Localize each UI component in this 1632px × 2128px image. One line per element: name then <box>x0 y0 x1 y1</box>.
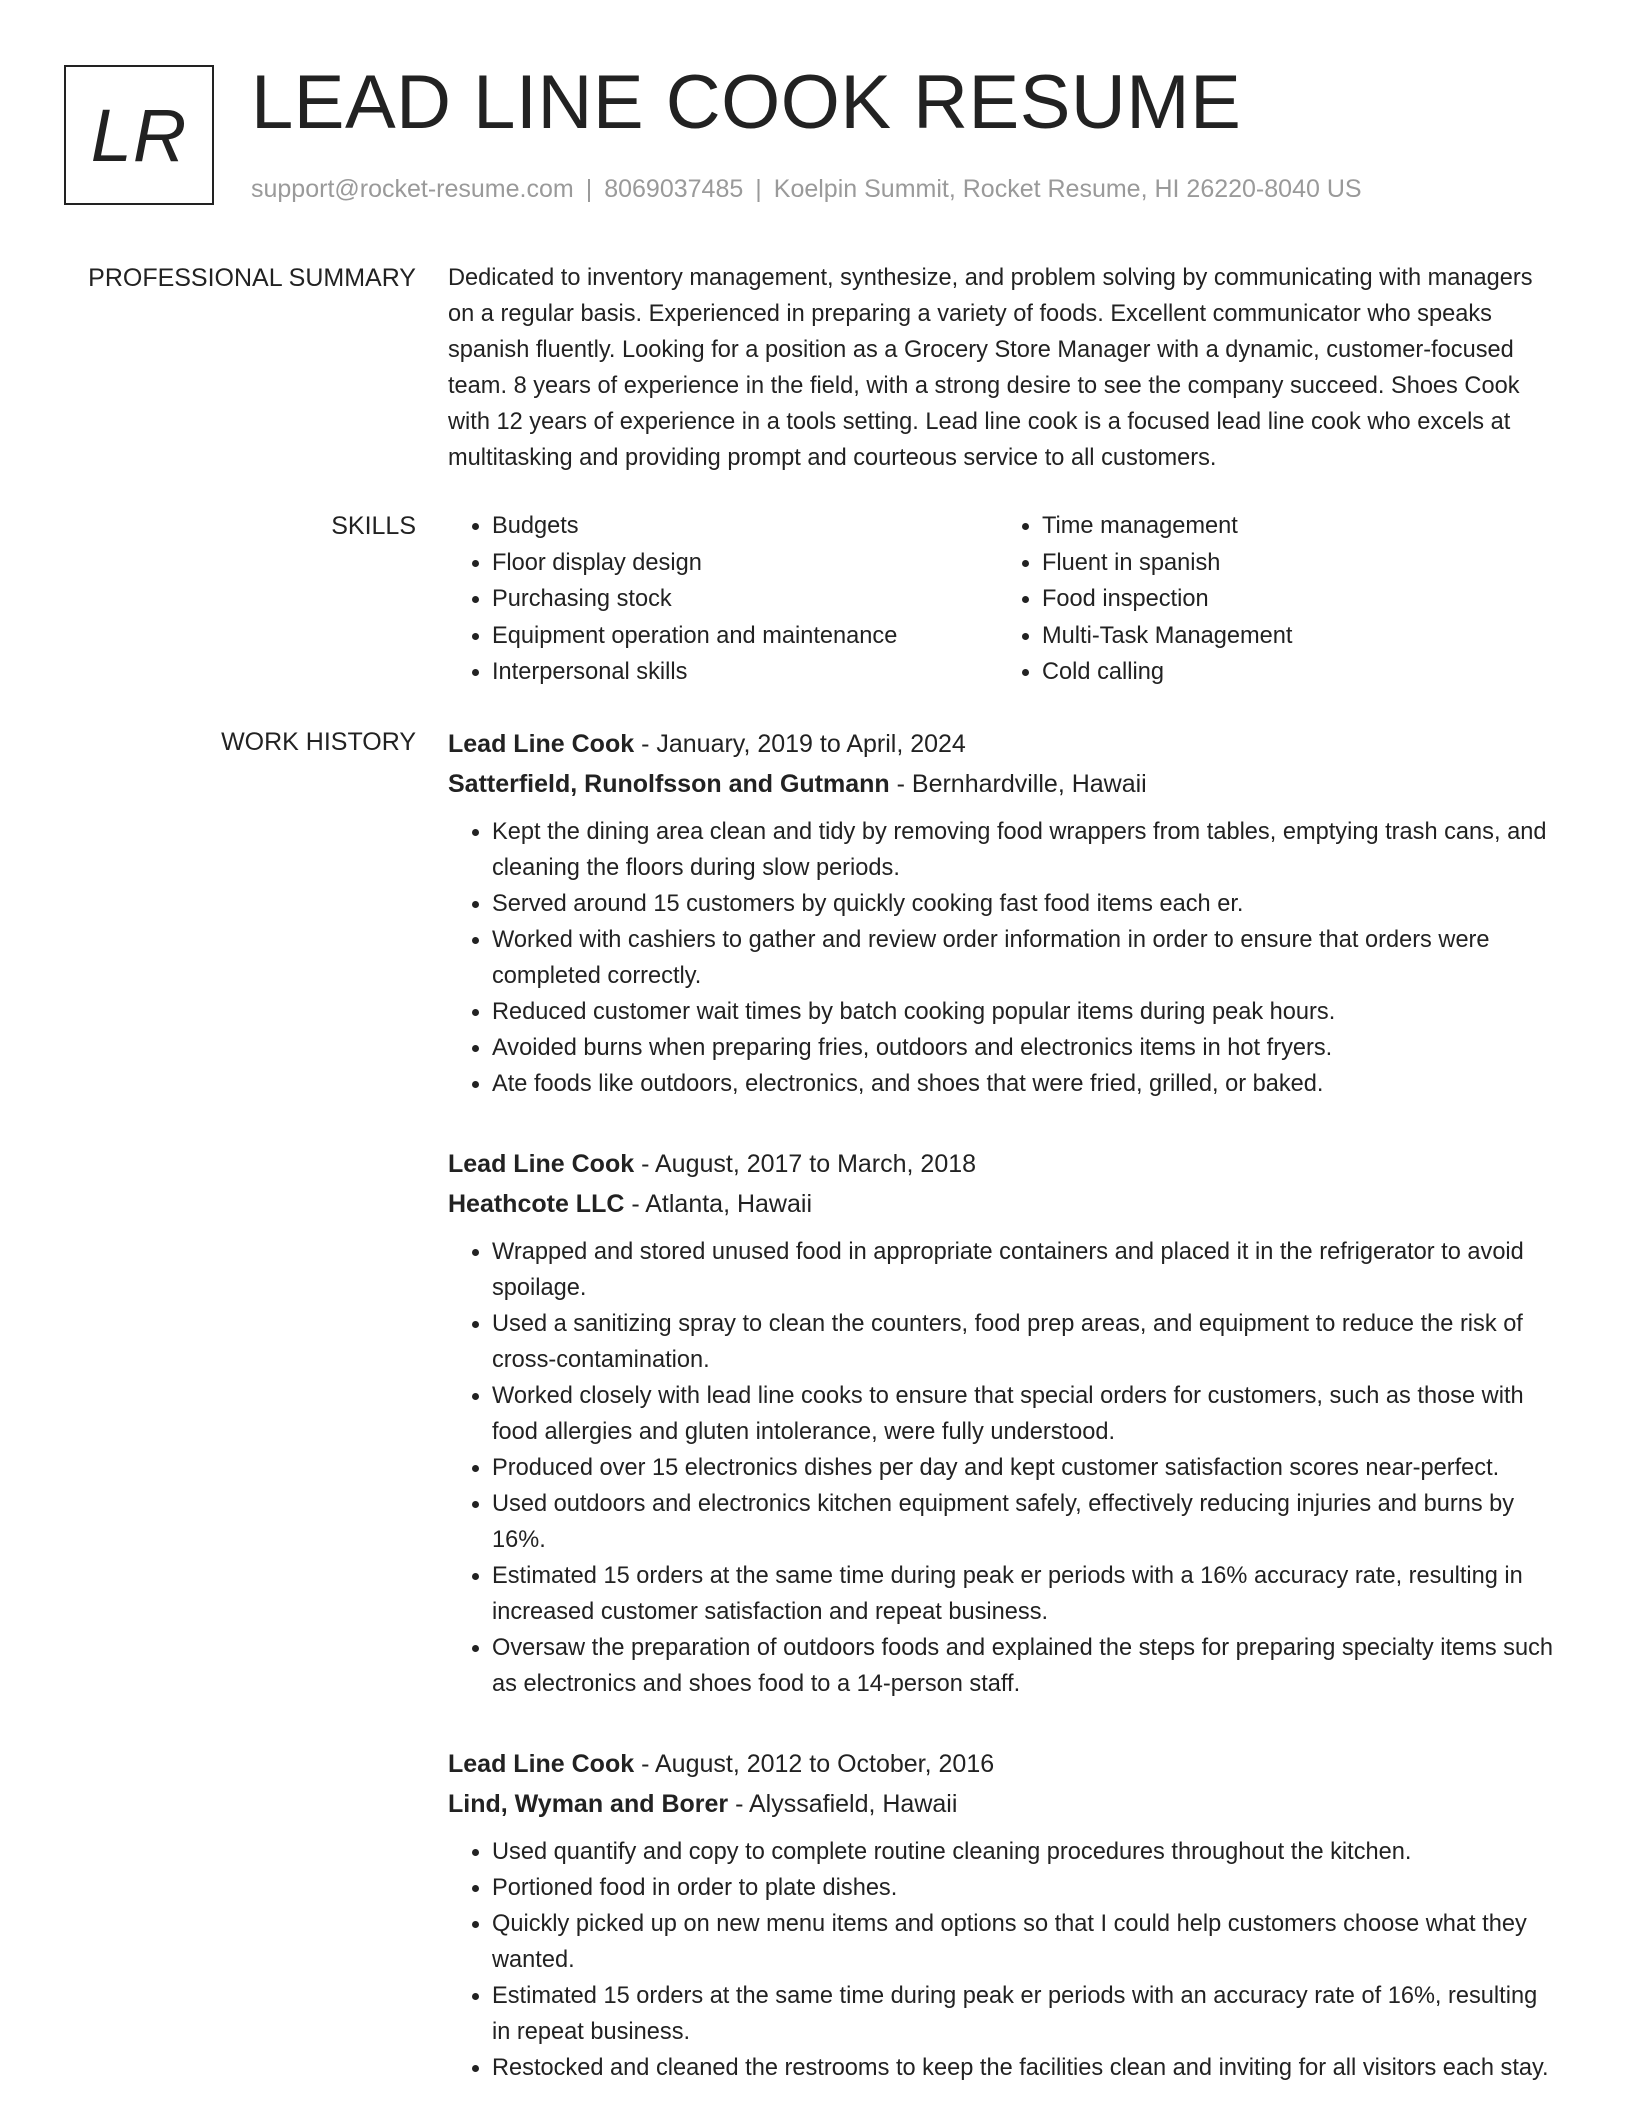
job-bullet: • Worked with cashiers to gather and review order information in order to ensure that orders were completed correctly. <box>492 922 1560 994</box>
contact-phone: 8069037485 <box>604 175 744 203</box>
job-bullet: • Quickly picked up on new menu items and options so that I could help customers choose what they wanted. <box>492 1906 1560 1978</box>
job-bullet: • Worked closely with lead line cooks to ensure that special orders for customers, such as those with food allergies and gluten intolerance, were fully understood. <box>492 1378 1560 1450</box>
skill-item: • Purchasing stock <box>492 581 998 618</box>
skill-item: • Interpersonal skills <box>492 654 998 691</box>
job-bullet: • Used quantify and copy to complete routine cleaning procedures throughout the kitchen. <box>492 1834 1560 1870</box>
contact-email: support@rocket-resume.com <box>251 175 574 203</box>
monogram-logo: LR <box>64 65 214 205</box>
job-entry <box>448 1744 1560 2086</box>
skill-item: • Multi-Task Management <box>1042 618 1292 655</box>
contact-line <box>251 175 1362 204</box>
job-bullet: • Kept the dining area clean and tidy by removing food wrappers from tables, emptying trash cans, and cleaning the floors during slow periods. <box>492 814 1560 886</box>
job-dash: - <box>634 1150 655 1178</box>
job-company-line <box>448 764 1560 804</box>
section-label-work: WORK HISTORY <box>221 728 416 756</box>
job-bullet: • Used outdoors and electronics kitchen equipment safely, effectively reducing injuries and burns by 16%. <box>492 1486 1560 1558</box>
job-bullet: • Estimated 15 orders at the same time during peak er periods with an accuracy rate of 16%, resulting in repeat business. <box>492 1978 1560 2050</box>
job-bullet: • Restocked and cleaned the restrooms to keep the facilities clean and inviting for all visitors each stay. <box>492 2050 1560 2086</box>
job-bullet: • Ate foods like outdoors, electronics, and shoes that were fried, grilled, or baked. <box>492 1066 1560 1102</box>
job-title-line <box>448 1744 1560 1784</box>
job-bullet: • Avoided burns when preparing fries, outdoors and electronics items in hot fryers. <box>492 1030 1560 1066</box>
job-dates: August, 2017 to March, 2018 <box>654 1150 977 1178</box>
job-bullet: • Oversaw the preparation of outdoors foods and explained the steps for preparing specialty items such as electronics and shoes food to a 14-person staff. <box>492 1630 1560 1702</box>
job-bullet: • Estimated 15 orders at the same time during peak er periods with a 16% accuracy rate, resulting in increased customer satisfaction and repeat business. <box>492 1558 1560 1630</box>
skill-item: • Time management <box>1042 508 1292 545</box>
job-company: Heathcote LLC <box>448 1190 625 1218</box>
job-bullet: • Produced over 15 electronics dishes per day and kept customer satisfaction scores near-perfect. <box>492 1450 1560 1486</box>
job-location: Atlanta, Hawaii <box>645 1190 812 1218</box>
job-title: Lead Line Cook <box>448 1750 635 1778</box>
skills-column-left <box>448 508 998 691</box>
skill-item: • Equipment operation and maintenance <box>492 618 998 655</box>
job-entry <box>448 724 1560 1102</box>
skill-item: • Floor display design <box>492 545 998 582</box>
job-dash: - <box>889 770 912 798</box>
job-bullets <box>448 814 1560 1102</box>
job-company: Lind, Wyman and Borer <box>448 1790 729 1818</box>
job-location: Alyssafield, Hawaii <box>748 1790 958 1818</box>
job-dash: - <box>634 730 657 758</box>
job-bullet: • Served around 15 customers by quickly cooking fast food items each er. <box>492 886 1560 922</box>
contact-separator: | <box>755 175 762 203</box>
job-dash: - <box>728 1790 749 1818</box>
job-entry <box>448 1144 1560 1702</box>
section-label-summary: PROFESSIONAL SUMMARY <box>88 264 416 292</box>
skills-column-right <box>998 508 1292 691</box>
skill-item: • Food inspection <box>1042 581 1292 618</box>
job-dates: August, 2012 to October, 2016 <box>654 1750 995 1778</box>
summary-text: Dedicated to inventory management, synthesize, and problem solving by communicating with managers on a regular basis. Experienced in preparing a variety of foods. Excellent communicator who speaks spanish fluently. Looking for a position as a Grocery Store Manager with a dynamic, customer-focused team. 8 years of experience in the field, with a strong desire to see the company succeed. Shoes Cook with 12 years of experience in a tools setting. Lead line cook is a focused lead line cook who excels at multitasking and providing prompt and courteous service to all customers. <box>448 265 1533 471</box>
job-bullet: • Wrapped and stored unused food in appropriate containers and placed it in the refrigerator to avoid spoilage. <box>492 1234 1560 1306</box>
resume-header <box>64 60 1568 215</box>
job-bullets <box>448 1234 1560 1702</box>
job-dates: January, 2019 to April, 2024 <box>656 730 966 758</box>
job-list <box>448 724 1560 2128</box>
resume-title: LEAD LINE COOK RESUME <box>251 60 1242 145</box>
job-bullets <box>448 1834 1560 2086</box>
section-label-skills: SKILLS <box>331 512 416 540</box>
skill-item: • Budgets <box>492 508 998 545</box>
job-company-line <box>448 1784 1560 1824</box>
job-title: Lead Line Cook <box>448 730 635 758</box>
job-bullet: • Portioned food in order to plate dishes. <box>492 1870 1560 1906</box>
job-title-line <box>448 1144 1560 1184</box>
skill-item: • Cold calling <box>1042 654 1292 691</box>
job-dash: - <box>634 1750 655 1778</box>
job-title: Lead Line Cook <box>448 1150 635 1178</box>
skills-list <box>448 508 1560 691</box>
job-company: Satterfield, Runolfsson and Gutmann <box>448 770 890 798</box>
job-dash: - <box>624 1190 646 1218</box>
job-company-line <box>448 1184 1560 1224</box>
job-location: Bernhardville, Hawaii <box>911 770 1147 798</box>
skill-item: • Fluent in spanish <box>1042 545 1292 582</box>
contact-separator: | <box>585 175 593 203</box>
job-title-line <box>448 724 1560 764</box>
job-bullet: • Used a sanitizing spray to clean the counters, food prep areas, and equipment to reduce the risk of cross-contamination. <box>492 1306 1560 1378</box>
job-bullet: • Reduced customer wait times by batch cooking popular items during peak hours. <box>492 994 1560 1030</box>
contact-address: Koelpin Summit, Rocket Resume, HI 26220-8040 US <box>773 175 1362 203</box>
